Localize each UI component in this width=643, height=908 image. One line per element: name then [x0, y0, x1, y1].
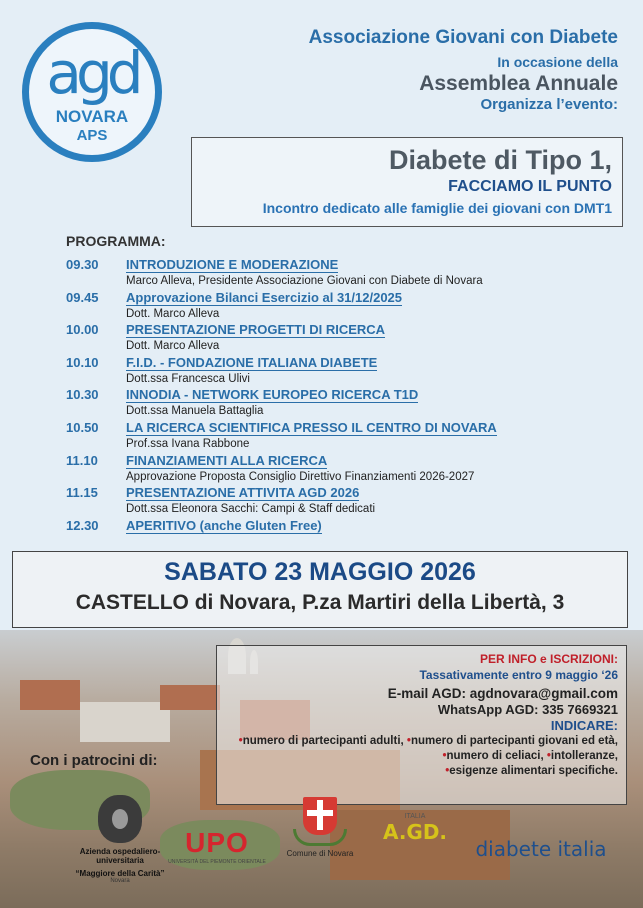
program-title: LA RICERCA SCIENTIFICA PRESSO IL CENTRO DI NOVARA — [126, 419, 497, 435]
program-speaker: Prof.ssa Ivana Rabbone — [126, 437, 250, 450]
bullet-icon: • — [445, 765, 450, 777]
program-item — [66, 387, 586, 420]
agd-top-text: ITALIA — [404, 813, 426, 820]
patrocini-label: Con i patrocini di: — [30, 752, 158, 769]
program-list — [66, 257, 586, 550]
program-speaker: Dott.ssa Manuela Battaglia — [126, 405, 264, 418]
program-speaker: Marco Alleva, Presidente Associazione Giovani con Diabete di Novara — [126, 275, 483, 287]
event-title: Diabete di Tipo 1, — [388, 145, 612, 175]
program-item — [66, 485, 586, 518]
program-speaker: Approvazione Proposta Consiglio Direttivo Finanziamenti 2026-2027 — [126, 470, 475, 483]
program-item — [66, 355, 586, 388]
organizes-text: Organizza l’evento: — [480, 96, 618, 113]
bullet-text: numero di celiaci, — [446, 750, 544, 762]
info-indicate: INDICARE: — [550, 718, 618, 733]
program-time: 09.30 — [66, 257, 99, 272]
program-time: 12.30 — [66, 517, 99, 533]
logo-aps: APS — [76, 127, 108, 144]
azienda-line2: “Maggiore della Carità” — [75, 869, 165, 878]
info-heading: PER INFO e ISCRIZIONI: — [479, 652, 618, 666]
program-time: 10.30 — [66, 387, 99, 403]
program-item — [66, 518, 586, 551]
azienda-ospedaliera-logo — [60, 795, 180, 885]
program-title: F.I.D. - FONDAZIONE ITALIANA DIABETE — [126, 354, 378, 370]
agd-italia-logo — [375, 813, 455, 844]
comune-text: Comune di Novara — [286, 849, 354, 858]
program-time: 09.45 — [66, 289, 99, 305]
bullet-text: numero di partecipanti giovani ed età, — [410, 735, 618, 747]
program-title: Approvazione Bilanci Esercizio al 31/12/2025 — [126, 289, 403, 305]
logo-city: NOVARA — [55, 107, 129, 126]
bullet-icon: • — [238, 735, 243, 747]
program-item — [66, 453, 586, 486]
upo-text: UPO — [185, 827, 249, 858]
info-whatsapp: WhatsApp AGD: 335 7669321 — [437, 702, 618, 717]
event-subtitle: FACCIAMO IL PUNTO — [448, 178, 612, 195]
diabete-italia-logo — [466, 837, 616, 861]
program-speaker: Dott.ssa Eleonora Sacchi: Campi & Staff dedicati — [126, 503, 376, 516]
azienda-line1: Azienda ospedaliero-universitaria — [79, 847, 161, 865]
event-place: CASTELLO di Novara, P.za Martiri della Libertà, 3 — [75, 591, 565, 614]
bullet-icon: • — [406, 735, 411, 747]
logo-mark: agd — [46, 39, 138, 107]
diabete-italia-text: diabete italia — [475, 837, 607, 861]
upo-subtext: UNIVERSITÀ DEL PIEMONTE ORIENTALE — [168, 859, 266, 865]
upo-logo — [168, 827, 266, 865]
association-name: Associazione Giovani con Diabete — [308, 27, 618, 48]
program-title: INTRODUZIONE E MODERAZIONE — [126, 257, 339, 272]
bullet-icon: • — [546, 750, 551, 762]
azienda-line3: Novara — [110, 878, 130, 884]
azienda-seal-icon — [98, 795, 142, 843]
occasion-text: In occasione della — [497, 54, 618, 70]
program-speaker: Dott. Marco Alleva — [126, 340, 220, 353]
program-time: 10.10 — [66, 354, 99, 370]
comune-novara-logo — [285, 797, 355, 858]
event-box — [191, 137, 623, 227]
event-date: SABATO 23 MAGGIO 2026 — [164, 558, 476, 586]
program-title: FINANZIAMENTI ALLA RICERCA — [126, 452, 328, 468]
program-heading: PROGRAMMA: — [66, 233, 166, 249]
program-item — [66, 322, 586, 355]
bullet-icon: • — [442, 750, 447, 762]
program-time: 10.00 — [66, 322, 99, 338]
bullet-text: numero di partecipanti adulti, — [242, 735, 404, 747]
info-deadline: Tassativamente entro 9 maggio ‘26 — [419, 668, 618, 682]
program-speaker: Dott.ssa Francesca Ulivi — [126, 372, 250, 385]
program-item — [66, 420, 586, 453]
program-time: 10.50 — [66, 419, 99, 435]
assembly-title: Assemblea Annuale — [419, 72, 618, 95]
info-bullets — [217, 734, 618, 779]
event-description: Incontro dedicato alle famiglie dei giovani con DMT1 — [262, 200, 612, 216]
program-title: PRESENTAZIONE PROGETTI DI RICERCA — [126, 322, 386, 338]
program-title: APERITIVO (anche Gluten Free) — [126, 517, 322, 533]
sponsor-logos — [0, 795, 643, 908]
program-title: INNODIA - NETWORK EUROPEO RICERCA T1D — [126, 387, 419, 403]
program-item — [66, 257, 586, 290]
program-speaker: Dott. Marco Alleva — [126, 307, 220, 320]
program-item — [66, 290, 586, 323]
date-place-box — [12, 551, 628, 628]
agd-novara-logo — [22, 22, 162, 162]
bullet-text: intolleranze, — [550, 750, 618, 762]
program-time: 11.15 — [66, 485, 98, 501]
info-email[interactable]: E-mail AGD: agdnovara@gmail.com — [387, 686, 618, 701]
program-time: 11.10 — [66, 452, 98, 468]
bullet-text: esigenze alimentari specifiche. — [449, 765, 618, 777]
program-title: PRESENTAZIONE ATTIVITA AGD 2026 — [126, 485, 360, 501]
agd-text: A.GD. — [382, 820, 448, 844]
info-box — [216, 645, 627, 805]
crest-icon — [303, 797, 337, 835]
